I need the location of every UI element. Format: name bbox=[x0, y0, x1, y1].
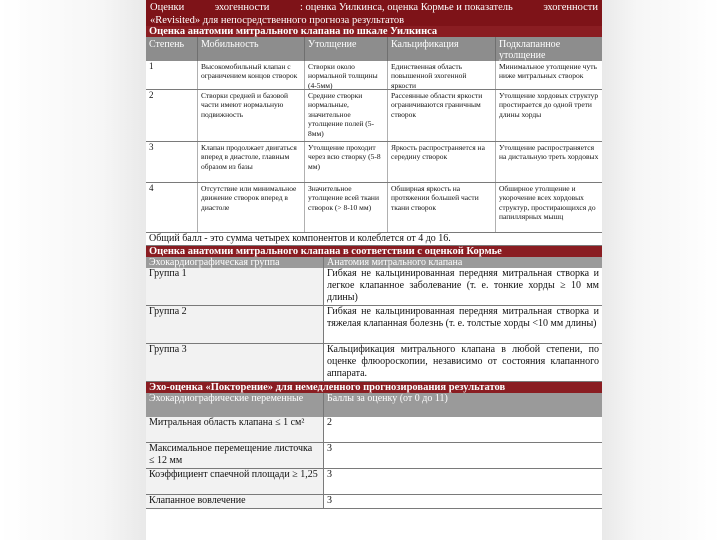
grade-cell: 4 bbox=[146, 183, 198, 232]
table-row bbox=[146, 495, 602, 509]
cormier-header-row bbox=[146, 257, 602, 268]
points-column-header: Баллы за оценку (от 0 до 11) bbox=[327, 393, 448, 404]
group-column-header: Эхокардиографическая группа bbox=[146, 257, 324, 268]
group-cell: Группа 1 bbox=[146, 268, 324, 305]
right-page-margin bbox=[602, 0, 720, 540]
grade-cell: 1 bbox=[146, 61, 198, 89]
wilkins-title: Оценка анатомии митрального клапана по шкале Уилкинса bbox=[146, 26, 602, 37]
points-cell: 3 bbox=[327, 495, 332, 506]
points-cell: 3 bbox=[327, 469, 332, 480]
anatomy-cell: Гибкая не кальцинированная передняя митральная створка и легкое клапанное заболевание (т. е. тонкие хорды ≥ 10 мм длины) bbox=[327, 268, 599, 303]
subvalvular-cell: Минимальное утолщение чуть ниже митральных створок bbox=[499, 62, 597, 81]
echo-score-title: Эхо-оценка «Покторение» для немедленного прогнозирования результатов bbox=[146, 382, 602, 393]
anatomy-cell: Гибкая не кальцинированная передняя митральная створка и тяжелая клапанная болезнь (т. е. толстые хорды <10 мм длины) bbox=[327, 306, 599, 329]
table-row bbox=[146, 344, 602, 382]
calcification-cell: Рассеянные области яркости ограничиваются граничным створок bbox=[388, 90, 496, 141]
table-row bbox=[146, 306, 602, 344]
thickening-cell: Значительное утолщение всей ткани створок (> 8-10 мм) bbox=[305, 183, 388, 232]
table-row bbox=[146, 417, 602, 443]
intro-heading bbox=[146, 0, 602, 26]
group-cell: Группа 3 bbox=[146, 344, 324, 381]
calcification-cell: Обширная яркость на протяжении большей части ткани створок bbox=[388, 183, 496, 232]
calcification-cell: Яркость распространяется на середину створок bbox=[388, 142, 496, 182]
table-row bbox=[146, 183, 602, 233]
group-cell: Группа 2 bbox=[146, 306, 324, 343]
wilkins-total-note: Общий балл - это сумма четырех компонентов и колеблется от 4 до 16. bbox=[146, 233, 602, 246]
cormier-title: Оценка анатомии митрального клапана в соответствии с оценкой Кормье bbox=[146, 246, 602, 257]
intro-part4: эхогенности bbox=[543, 2, 598, 13]
mobility-cell: Клапан продолжает двигаться вперед в диастоле, главным образом из базы bbox=[198, 142, 305, 182]
document-page bbox=[146, 0, 602, 520]
calcification-cell: Единственная область повышенной эхогенной яркости bbox=[388, 61, 496, 89]
mobility-cell: Высокомобильный клапан с ограничением концов створок bbox=[198, 61, 305, 89]
mobility-cell: Отсутствие или минимальное движение створок вперед в диастоле bbox=[198, 183, 305, 232]
col-subvalvular-header: Подклапанное утолщение bbox=[499, 39, 561, 61]
thickening-cell: Утолщение проходит через всю створку (5-8 мм) bbox=[305, 142, 388, 182]
echo-score-header-row bbox=[146, 393, 602, 417]
intro-part2: эхогенности bbox=[214, 2, 270, 13]
grade-cell: 2 bbox=[146, 90, 198, 141]
table-row bbox=[146, 61, 602, 90]
col-calcification-header: Кальцификация bbox=[388, 37, 496, 61]
col-mobility-header: Мобильность bbox=[198, 37, 305, 61]
table-row bbox=[146, 443, 602, 469]
subvalvular-cell: Обширное утолщение и укорочение всех хордовых структур, простирающихся до папиллярных мышц bbox=[499, 184, 596, 222]
col-thickening-header: Утолщение bbox=[305, 37, 388, 61]
grade-cell: 3 bbox=[146, 142, 198, 182]
mobility-cell: Створки средней и базовой части имеют нормальную подвижность bbox=[198, 90, 305, 141]
variables-column-header: Эхокардиографические переменные bbox=[146, 393, 324, 417]
intro-part1: Оценки bbox=[150, 2, 185, 13]
subvalvular-cell: Утолщение распространяется на дистальную треть хордовых bbox=[499, 143, 599, 162]
thickening-cell: Створки около нормальной толщины (4-5мм) bbox=[305, 61, 388, 89]
table-row bbox=[146, 90, 602, 142]
anatomy-cell: Кальцификация митрального клапана в любой степени, по оценке флюороскопии, независимо от состояния клапанного аппарата. bbox=[327, 344, 599, 379]
variable-cell: Коэффициент спаечной площади ≥ 1,25 bbox=[146, 469, 324, 494]
intro-line2: «Revisited» для непосредственного прогноза результатов bbox=[150, 15, 405, 26]
subvalvular-cell: Утолщение хордовых структур простирается до одной трети длины хорды bbox=[499, 91, 599, 119]
points-cell: 2 bbox=[327, 417, 332, 428]
wilkins-header-row bbox=[146, 37, 602, 61]
variable-cell: Максимальное перемещение листочка ≤ 12 мм bbox=[146, 443, 324, 468]
table-row bbox=[146, 268, 602, 306]
variable-cell: Митральная область клапана ≤ 1 см² bbox=[146, 417, 324, 442]
col-grade-header: Степень bbox=[146, 37, 198, 61]
left-page-margin bbox=[0, 0, 146, 540]
anatomy-column-header: Анатомия митрального клапана bbox=[327, 257, 463, 268]
variable-cell: Клапанное вовлечение bbox=[146, 495, 324, 508]
intro-part3: : оценка Уилкинса, оценка Кормье и показатель bbox=[299, 2, 513, 13]
table-row bbox=[146, 142, 602, 183]
points-cell: 3 bbox=[327, 443, 332, 454]
table-row bbox=[146, 469, 602, 495]
thickening-cell: Средние створки нормальные, значительное утолщение полей (5-8мм) bbox=[305, 90, 388, 141]
